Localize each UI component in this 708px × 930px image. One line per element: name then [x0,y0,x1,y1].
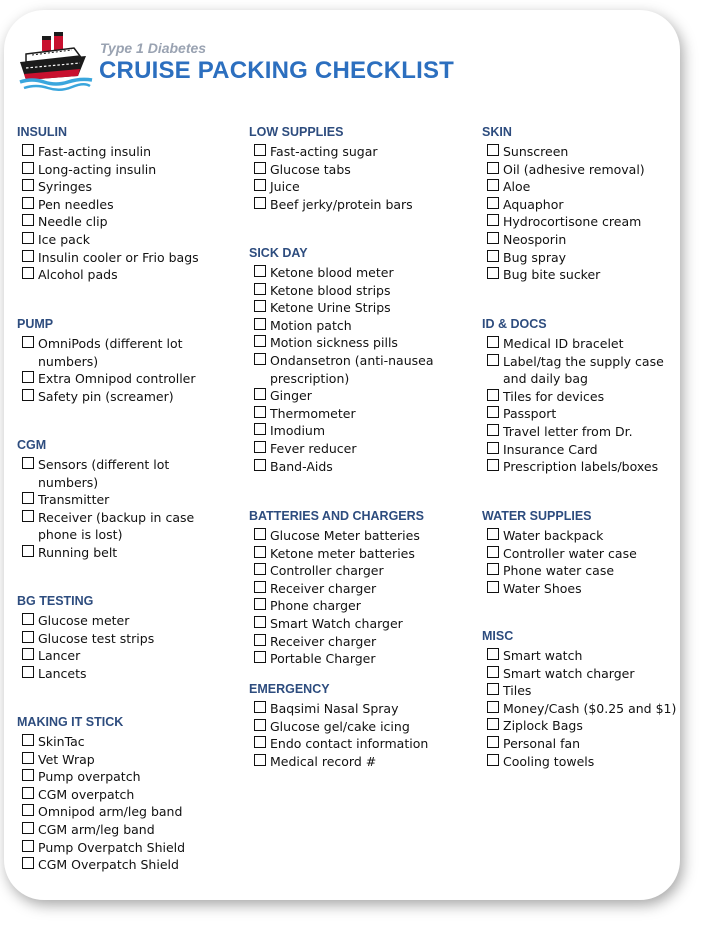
checkbox[interactable] [254,300,266,312]
checkbox[interactable] [22,804,34,816]
checklist-item [17,665,154,683]
item-label: Controller water case [503,545,637,561]
checkbox[interactable] [22,267,34,279]
checklist [482,647,676,770]
checklist-item [482,647,676,665]
checkbox[interactable] [487,232,499,244]
item-label: Bug bite sucker [503,267,601,283]
checklist-item [17,612,154,630]
item-label: Ketone blood meter [270,265,394,280]
item-label: Sunscreen [503,144,569,159]
item-label: Thermometer [270,405,356,421]
item-label: Aloe [503,179,531,195]
checklist-item [482,441,664,459]
section-title: ID & DOCS [482,317,547,331]
checklist-item [482,161,645,179]
item-label: Label/tag the supply case and daily bag [503,353,664,387]
checklist-item [482,388,664,406]
checkbox[interactable] [22,250,34,262]
checkbox[interactable] [487,250,499,262]
item-label: SkinTac [38,734,85,749]
checkbox[interactable] [487,406,499,418]
checklist-item [17,544,194,562]
checkbox[interactable] [487,442,499,454]
checklist-item [482,562,637,580]
subtitle: Type 1 Diabetes [100,40,207,56]
section-title: WATER SUPPLIES [482,509,592,523]
checkbox[interactable] [22,197,34,209]
checklist-item [17,839,185,857]
checkbox[interactable] [254,353,266,365]
checklist-item [249,317,434,335]
item-label: Endo contact information [270,736,429,752]
checkbox[interactable] [254,719,266,731]
item-label: Tiles [503,683,532,699]
section-skin [482,121,645,284]
item-label: Ondansetron (anti-nausea prescription) [270,352,434,386]
item-label: Baqsimi Nasal Spray [270,701,399,716]
checkbox[interactable] [254,423,266,435]
item-label: Lancets [38,665,87,681]
checklist-item [249,700,428,718]
checklist [482,143,645,284]
item-label: Money/Cash ($0.25 and $1) [503,700,677,716]
item-label: Cooling towels [503,753,595,769]
item-label: Smart Watch charger [270,615,403,631]
checklist-item [249,580,424,598]
checklist [17,612,154,682]
checkbox[interactable] [487,162,499,174]
item-label: Lancer [38,648,81,664]
checkbox[interactable] [22,545,34,557]
checklist-item [17,751,185,769]
section-bg-testing [17,590,154,682]
checklist [482,527,637,597]
checklist-item [17,856,185,874]
checkbox[interactable] [254,651,266,663]
checklist-item [17,509,194,544]
checkbox[interactable] [22,648,34,660]
item-label: Fast-acting sugar [270,144,378,159]
checklist-item [249,299,434,317]
checklist-item [482,231,645,249]
checklist-item [249,650,424,668]
item-label: Ice pack [38,231,90,247]
checklist-item [249,264,434,282]
checklist [17,456,194,562]
checklist-item [482,249,645,267]
item-label: Fast-acting insulin [38,144,152,159]
section-title: BG TESTING [17,594,94,608]
checkbox[interactable] [22,389,34,401]
checkbox[interactable] [487,648,499,660]
checklist-item [482,178,645,196]
item-label: Passport [503,406,557,422]
item-label: Long-acting insulin [38,161,157,177]
item-label: Hydrocortisone cream [503,214,642,230]
checkbox[interactable] [487,754,499,766]
item-label: Personal fan [503,735,581,751]
checklist-item [482,213,645,231]
section-pump [17,313,196,405]
checklist-item [17,143,199,161]
checkbox[interactable] [22,162,34,174]
checklist-item [17,249,199,267]
section-title: PUMP [17,317,54,331]
checklist [17,143,199,284]
checkbox[interactable] [487,528,499,540]
checklist-item [482,266,645,284]
checklist-item [249,562,424,580]
item-label: Needle clip [38,214,108,230]
checkbox[interactable] [22,371,34,383]
checkbox[interactable] [22,492,34,504]
checklist-item [17,335,196,370]
item-label: CGM arm/leg band [38,821,155,837]
item-label: Bug spray [503,249,567,265]
item-label: Omnipod arm/leg band [38,804,183,820]
item-label: Receiver charger [270,633,377,649]
section-title: SKIN [482,125,512,139]
item-label: Ketone Urine Strips [270,300,391,316]
checklist-item [249,458,434,476]
item-label: Band-Aids [270,458,333,474]
checkbox[interactable] [22,840,34,852]
checklist-item [17,630,154,648]
checklist-item [17,786,185,804]
section-title: INSULIN [17,125,67,139]
item-label: Prescription labels/boxes [503,459,659,475]
item-label: Pen needles [38,196,114,212]
item-label: Sensors (different lot numbers) [38,457,170,490]
checklist-item [482,735,676,753]
checklist [482,335,664,476]
item-label: Neosporin [503,231,567,247]
checkbox[interactable] [487,144,499,156]
checkbox[interactable] [487,701,499,713]
checkbox[interactable] [254,162,266,174]
item-label: Ketone blood strips [270,282,391,298]
checkbox[interactable] [487,718,499,730]
checkbox[interactable] [487,389,499,401]
checkbox[interactable] [487,197,499,209]
checkbox[interactable] [487,683,499,695]
checkbox[interactable] [22,457,34,469]
section-insulin [17,121,199,284]
checkbox[interactable] [254,546,266,558]
checklist-item [17,647,154,665]
checklist-item [249,352,434,387]
checkbox[interactable] [254,179,266,191]
checkbox[interactable] [254,265,266,277]
item-label: Syringes [38,179,93,195]
checklist-item [17,821,185,839]
item-label: Phone water case [503,563,615,579]
checklist-item [249,735,428,753]
checklist [249,143,413,213]
checkbox[interactable] [487,546,499,558]
checkbox[interactable] [254,388,266,400]
checkbox[interactable] [487,424,499,436]
checklist-item [482,335,664,353]
checklist-item [249,387,434,405]
checkbox[interactable] [487,581,499,593]
checklist-item [249,753,428,771]
checkbox[interactable] [22,857,34,869]
checkbox[interactable] [22,631,34,643]
checklist-item [482,717,676,735]
page-title: CRUISE PACKING CHECKLIST [99,57,455,84]
checkbox[interactable] [254,616,266,628]
checklist-item [17,456,194,491]
checkbox[interactable] [487,666,499,678]
checkbox[interactable] [254,754,266,766]
item-label: Water Shoes [503,580,582,596]
checkbox[interactable] [22,666,34,678]
checkbox[interactable] [254,441,266,453]
checklist-item [249,527,424,545]
checklist-item [482,545,637,563]
checklist-item [249,422,434,440]
section-title: EMERGENCY [249,682,330,696]
checkbox[interactable] [254,563,266,575]
item-label: Beef jerky/protein bars [270,196,413,212]
item-label: CGM Overpatch Shield [38,857,179,873]
checkbox[interactable] [22,822,34,834]
item-label: Pump overpatch [38,769,141,785]
item-label: Imodium [270,423,326,439]
checkbox[interactable] [487,336,499,348]
checklist-item [482,143,645,161]
section-low-supplies [249,121,413,213]
checkbox[interactable] [487,563,499,575]
item-label: Glucose tabs [270,161,351,177]
checkbox[interactable] [22,752,34,764]
item-label: Ketone meter batteries [270,545,415,561]
checkbox[interactable] [254,736,266,748]
section-title: CGM [17,438,47,452]
item-label: Insurance Card [503,441,598,457]
checklist-item [17,231,199,249]
checklist-item [249,718,428,736]
checkbox[interactable] [22,510,34,522]
section-title: SICK DAY [249,246,308,260]
section-water-supplies [482,505,637,597]
item-label: Glucose Meter batteries [270,528,420,543]
checklist-item [249,196,413,214]
checkbox[interactable] [22,769,34,781]
checkbox[interactable] [254,197,266,209]
checklist-item [482,700,676,718]
checkbox[interactable] [487,267,499,279]
checkbox[interactable] [22,336,34,348]
item-label: Juice [270,179,300,195]
item-label: Running belt [38,544,118,560]
section-misc [482,625,676,770]
checklist-item [482,527,637,545]
item-label: Receiver charger [270,580,377,596]
checkbox[interactable] [254,459,266,471]
checkbox[interactable] [22,787,34,799]
checklist-item [17,266,199,284]
item-label: Safety pin (screamer) [38,388,174,404]
section-title: LOW SUPPLIES [249,125,344,139]
checklist-item [17,388,196,406]
item-label: Glucose test strips [38,630,155,646]
checklist-item [17,213,199,231]
checklist-item [249,334,434,352]
item-label: Glucose gel/cake icing [270,718,410,734]
item-label: Smart watch charger [503,665,635,681]
item-label: Portable Charger [270,651,376,667]
checkbox[interactable] [22,214,34,226]
item-label: Phone charger [270,598,361,614]
checklist-item [17,733,185,751]
item-label: Motion sickness pills [270,335,398,351]
item-label: Aquaphor [503,196,564,212]
checkbox[interactable] [22,613,34,625]
checklist [249,700,428,770]
item-label: Controller charger [270,563,384,579]
checklist-item [17,178,199,196]
section-id-docs [482,313,664,476]
item-label: Ziplock Bags [503,718,583,734]
checklist-item [249,161,413,179]
item-label: OmniPods (different lot numbers) [38,336,183,369]
checkbox[interactable] [254,406,266,418]
checklist [17,733,185,874]
section-batteries-and-chargers [249,505,424,668]
checkbox[interactable] [22,734,34,746]
checklist-item [482,682,676,700]
checklist-item [249,143,413,161]
cruise-ship-icon [16,24,96,94]
checklist-item [249,597,424,615]
checklist-item [482,423,664,441]
checklist [17,335,196,405]
item-label: Water backpack [503,528,604,543]
item-label: Ginger [270,388,312,404]
section-making-it-stick [17,711,185,874]
checklist [249,264,434,475]
section-title: MAKING IT STICK [17,715,124,729]
item-label: Medical ID bracelet [503,336,624,351]
checklist-item [482,353,664,388]
checkbox[interactable] [254,335,266,347]
item-label: Vet Wrap [38,751,95,767]
checklist-item [249,405,434,423]
checklist-item [17,803,185,821]
checkbox[interactable] [487,179,499,191]
item-label: Motion patch [270,317,352,333]
checklist-item [482,405,664,423]
section-emergency [249,678,428,770]
item-label: Receiver (backup in case phone is lost) [38,509,195,543]
item-label: Oil (adhesive removal) [503,161,645,177]
item-label: CGM overpatch [38,786,135,802]
section-cgm [17,434,194,562]
checklist [249,527,424,668]
checkbox[interactable] [487,459,499,471]
checklist-item [249,178,413,196]
section-title: BATTERIES AND CHARGERS [249,509,425,523]
checklist-item [249,440,434,458]
item-label: Glucose meter [38,613,130,628]
section-sick-day [249,242,434,475]
checklist-item [482,753,676,771]
checkbox[interactable] [254,283,266,295]
checkbox[interactable] [22,144,34,156]
checklist-item [17,768,185,786]
item-label: Insulin cooler or Frio bags [38,249,199,265]
item-label: Tiles for devices [503,388,605,404]
section-title: MISC [482,629,514,643]
checklist-item [482,196,645,214]
checkbox[interactable] [487,354,499,366]
checklist-item [482,580,637,598]
item-label: Extra Omnipod controller [38,371,196,387]
checkbox[interactable] [254,598,266,610]
item-label: Transmitter [38,492,110,508]
checkbox[interactable] [254,701,266,713]
checkbox[interactable] [487,214,499,226]
checklist-item [249,282,434,300]
checklist-item [17,196,199,214]
checklist-item [249,633,424,651]
checkbox[interactable] [254,634,266,646]
item-label: Medical record # [270,753,377,769]
checkbox[interactable] [22,179,34,191]
checkbox[interactable] [487,736,499,748]
checklist-item [249,615,424,633]
checklist-item [17,161,199,179]
item-label: Alcohol pads [38,267,118,283]
checkbox[interactable] [254,528,266,540]
checklist-item [482,665,676,683]
checkbox[interactable] [22,232,34,244]
checklist-item [17,491,194,509]
checklist-item [482,458,664,476]
item-label: Travel letter from Dr. [503,423,633,439]
checklist-item [249,545,424,563]
checkbox[interactable] [254,581,266,593]
item-label: Pump Overpatch Shield [38,839,186,855]
item-label: Fever reducer [270,440,357,456]
checkbox[interactable] [254,318,266,330]
checklist-item [17,370,196,388]
item-label: Smart watch [503,648,583,663]
checkbox[interactable] [254,144,266,156]
